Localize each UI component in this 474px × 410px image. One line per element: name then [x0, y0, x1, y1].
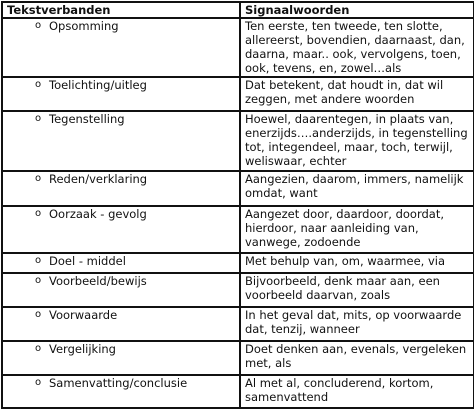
signal-words-cell: Hoewel, daarentegen, in plaats van, enerzijds….anderzijds, in tegenstelling tot, integendeel, maar, toch, terwijl, weliswaar, echter — [240, 111, 474, 171]
relation-cell — [2, 206, 240, 253]
relation-cell — [2, 111, 240, 171]
table-row — [2, 171, 474, 206]
bullet-icon: o — [35, 275, 42, 286]
relation-cell — [2, 273, 240, 307]
signal-words-cell: Met behulp van, om, waarmee, via — [240, 253, 474, 273]
signal-words-cell: Aangezien, daarom, immers, namelijk omdat, want — [240, 171, 474, 206]
relation-label: Toelichting/uitleg — [49, 78, 147, 92]
relation-label: Tegenstelling — [49, 112, 125, 126]
relation-cell — [2, 307, 240, 341]
bullet-icon: o — [35, 343, 42, 354]
table-row — [2, 375, 474, 408]
relation-label: Opsomming — [49, 19, 119, 33]
relation-cell — [2, 77, 240, 111]
relation-label: Vergelijking — [49, 342, 116, 356]
relation-cell — [2, 375, 240, 408]
signal-words-cell: Dat betekent, dat houdt in, dat wil zeggen, met andere woorden — [240, 77, 474, 111]
relation-cell — [2, 253, 240, 273]
bullet-icon: o — [35, 113, 42, 124]
relation-label: Voorwaarde — [49, 308, 118, 322]
signal-words-table — [1, 1, 474, 409]
relation-cell — [2, 341, 240, 375]
table-row — [2, 206, 474, 253]
bullet-icon: o — [35, 208, 42, 219]
header-text-relations: Tekstverbanden — [2, 2, 240, 18]
signal-words-cell: Ten eerste, ten tweede, ten slotte, allereerst, bovendien, daarnaast, dan, daarna, maar.. ook, vervolgens, toen, ook, tevens, en, zowel…als — [240, 18, 474, 77]
bullet-icon: o — [35, 20, 42, 31]
signal-words-cell: In het geval dat, mits, op voorwaarde dat, tenzij, wanneer — [240, 307, 474, 341]
relation-label: Doel - middel — [49, 254, 126, 268]
signal-words-cell: Aangezet door, daardoor, doordat, hierdoor, naar aanleiding van, vanwege, zodoende — [240, 206, 474, 253]
table-row — [2, 273, 474, 307]
relation-label: Oorzaak - gevolg — [49, 207, 147, 221]
relation-cell — [2, 18, 240, 77]
bullet-icon: o — [35, 79, 42, 90]
relation-label: Voorbeeld/bewijs — [49, 274, 147, 288]
signal-words-cell: Al met al, concluderend, kortom, samenvattend — [240, 375, 474, 408]
table-row — [2, 77, 474, 111]
table-header-row — [2, 2, 474, 18]
header-signal-words: Signaalwoorden — [240, 2, 474, 18]
table-row — [2, 18, 474, 77]
table-row — [2, 111, 474, 171]
relation-cell — [2, 171, 240, 206]
table-row — [2, 253, 474, 273]
bullet-icon: o — [35, 309, 42, 320]
bullet-icon: o — [35, 255, 42, 266]
signal-words-cell: Bijvoorbeeld, denk maar aan, een voorbeeld daarvan, zoals — [240, 273, 474, 307]
table-row — [2, 307, 474, 341]
bullet-icon: o — [35, 173, 42, 184]
table-row — [2, 341, 474, 375]
relation-label: Reden/verklaring — [49, 172, 148, 186]
relation-label: Samenvatting/conclusie — [49, 376, 188, 390]
signal-words-cell: Doet denken aan, evenals, vergeleken met, als — [240, 341, 474, 375]
bullet-icon: o — [35, 377, 42, 388]
